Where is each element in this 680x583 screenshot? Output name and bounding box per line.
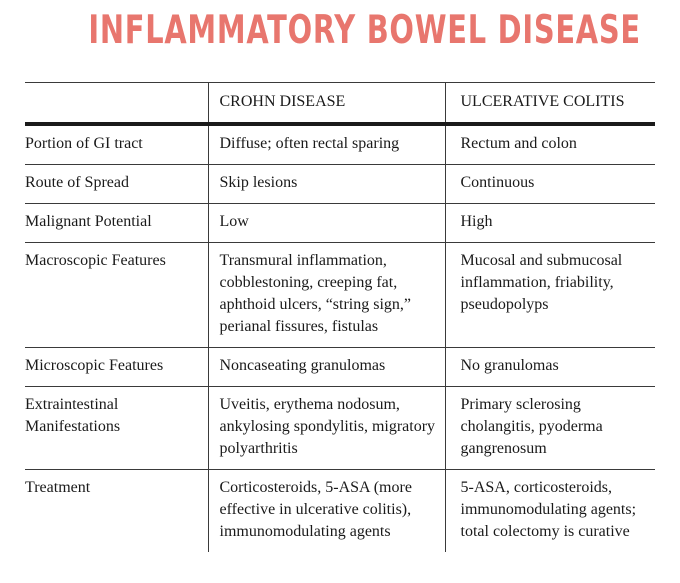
uc-cell: No granulomas — [445, 348, 655, 387]
table-header-row — [25, 83, 655, 125]
crohn-cell: Skip lesions — [208, 165, 445, 204]
uc-cell: Rectum and colon — [445, 124, 655, 165]
crohn-cell: Corticosteroids, 5-ASA (more effective in ulcerative colitis), immunomodulating agents — [208, 470, 445, 553]
uc-cell: Primary sclerosing cholangitis, pyoderma gangrenosum — [445, 387, 655, 470]
row-label: Portion of GI tract — [25, 135, 143, 152]
page-title: INFLAMMATORY BOWEL DISEASE — [88, 8, 641, 53]
header-blank — [25, 83, 208, 125]
row-label: Macroscopic Features — [25, 252, 166, 269]
row-label: Route of Spread — [25, 174, 129, 191]
table-row — [25, 348, 655, 387]
row-label: Malignant Potential — [25, 213, 152, 230]
crohn-cell: Uveitis, erythema nodosum, ankylosing spondylitis, migratory polyarthritis — [208, 387, 445, 470]
table-row — [25, 165, 655, 204]
table-row — [25, 204, 655, 243]
uc-cell: Continuous — [445, 165, 655, 204]
comparison-table — [25, 82, 655, 552]
table-row — [25, 387, 655, 470]
row-label: Extraintestinal Manifestations — [25, 396, 121, 435]
table-row — [25, 243, 655, 348]
row-label: Microscopic Features — [25, 357, 164, 374]
crohn-cell: Noncaseating granulomas — [208, 348, 445, 387]
crohn-cell: Diffuse; often rectal sparing — [208, 124, 445, 165]
uc-cell: 5-ASA, corticosteroids, immunomodulating agents; total colectomy is curative — [445, 470, 655, 553]
crohn-cell: Transmural inflammation, cobblestoning, creeping fat, aphthoid ulcers, “string sign,” perianal fissures, fistulas — [208, 243, 445, 348]
row-label: Treatment — [25, 479, 91, 496]
uc-cell: High — [445, 204, 655, 243]
table-row — [25, 470, 655, 553]
table-row — [25, 124, 655, 165]
uc-cell: Mucosal and submucosal inflammation, friability, pseudopolyps — [445, 243, 655, 348]
header-crohn-disease: CROHN DISEASE — [208, 83, 445, 125]
header-ulcerative-colitis: ULCERATIVE COLITIS — [445, 83, 655, 125]
crohn-cell: Low — [208, 204, 445, 243]
